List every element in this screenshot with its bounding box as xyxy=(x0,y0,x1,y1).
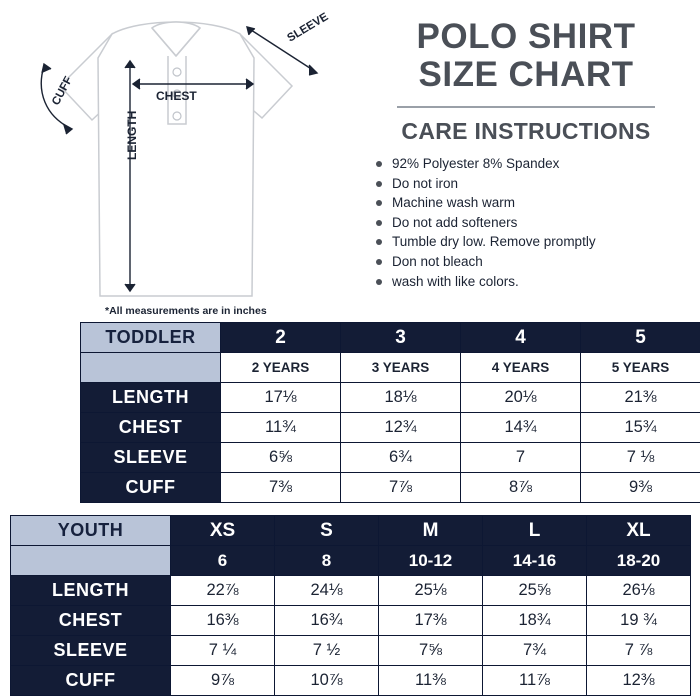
table-row xyxy=(11,516,691,546)
youth-cell: 11⅜ xyxy=(379,666,483,696)
care-instructions-list xyxy=(352,155,700,290)
top-section xyxy=(0,0,700,322)
table-row xyxy=(11,576,691,606)
list-item: Do not add softeners xyxy=(376,214,700,232)
toddler-measure-label: LENGTH xyxy=(81,383,221,413)
youth-cell: 7 ½ xyxy=(275,636,379,666)
youth-cell: 7¾ xyxy=(483,636,587,666)
table-row xyxy=(81,323,700,353)
toddler-cell: 21⅜ xyxy=(581,383,700,413)
youth-size-header: M xyxy=(379,516,483,546)
table-row xyxy=(81,353,700,383)
title-line-2: SIZE CHART xyxy=(418,55,634,94)
youth-age-header: 6 xyxy=(171,546,275,576)
toddler-cell: 15¾ xyxy=(581,413,700,443)
youth-cell: 17⅜ xyxy=(379,606,483,636)
list-item: Tumble dry low. Remove promptly xyxy=(376,233,700,251)
toddler-cell: 7 ⅛ xyxy=(581,443,700,473)
list-item: wash with like colors. xyxy=(376,273,700,291)
youth-cell: 18¾ xyxy=(483,606,587,636)
table-row xyxy=(11,636,691,666)
youth-size-table xyxy=(10,515,691,696)
youth-size-header: L xyxy=(483,516,587,546)
youth-age-header: 18-20 xyxy=(587,546,691,576)
youth-age-header: 10-12 xyxy=(379,546,483,576)
cuff-label: CUFF xyxy=(50,74,76,108)
toddler-cell: 18⅛ xyxy=(341,383,461,413)
youth-cell: 25⅛ xyxy=(379,576,483,606)
toddler-cell: 17⅛ xyxy=(221,383,341,413)
youth-cell: 9⅞ xyxy=(171,666,275,696)
toddler-cell: 9⅜ xyxy=(581,473,700,503)
toddler-cell: 14¾ xyxy=(461,413,581,443)
table-row xyxy=(81,413,700,443)
toddler-measure-label: CUFF xyxy=(81,473,221,503)
measurement-note: *All measurements are in inches xyxy=(105,305,267,317)
youth-age-header: 8 xyxy=(275,546,379,576)
toddler-age-header: 4 YEARS xyxy=(461,353,581,383)
table-row xyxy=(11,546,691,576)
toddler-size-header: 4 xyxy=(461,323,581,353)
table-row xyxy=(81,383,700,413)
youth-cell: 11⅞ xyxy=(483,666,587,696)
toddler-cell: 6⅝ xyxy=(221,443,341,473)
title-line-1: POLO SHIRT xyxy=(416,17,636,56)
youth-cell: 19 ¾ xyxy=(587,606,691,636)
youth-age-row-label xyxy=(11,546,171,576)
youth-measure-label: CUFF xyxy=(11,666,171,696)
polo-shirt-diagram xyxy=(0,0,352,322)
youth-cell: 24⅛ xyxy=(275,576,379,606)
youth-table-label: YOUTH xyxy=(11,516,171,546)
toddler-age-row-label xyxy=(81,353,221,383)
toddler-size-header: 3 xyxy=(341,323,461,353)
youth-cell: 7⅝ xyxy=(379,636,483,666)
toddler-size-table xyxy=(80,322,700,503)
youth-cell: 7 ¼ xyxy=(171,636,275,666)
list-item: Machine wash warm xyxy=(376,194,700,212)
youth-cell: 25⅝ xyxy=(483,576,587,606)
toddler-cell: 6¾ xyxy=(341,443,461,473)
chest-label: CHEST xyxy=(156,89,197,103)
youth-measure-label: SLEEVE xyxy=(11,636,171,666)
shirt-diagram-panel xyxy=(0,0,352,322)
youth-cell: 7 ⅞ xyxy=(587,636,691,666)
youth-cell: 22⅞ xyxy=(171,576,275,606)
title-divider xyxy=(397,106,655,108)
table-row xyxy=(81,443,700,473)
toddler-cell: 7⅞ xyxy=(341,473,461,503)
toddler-age-header: 3 YEARS xyxy=(341,353,461,383)
toddler-age-header: 5 YEARS xyxy=(581,353,700,383)
toddler-size-header: 2 xyxy=(221,323,341,353)
care-instructions-heading: CARE INSTRUCTIONS xyxy=(401,118,651,144)
youth-age-header: 14-16 xyxy=(483,546,587,576)
youth-size-header: XS xyxy=(171,516,275,546)
youth-measure-label: CHEST xyxy=(11,606,171,636)
table-row xyxy=(81,473,700,503)
list-item: Don not bleach xyxy=(376,253,700,271)
toddler-size-header: 5 xyxy=(581,323,700,353)
toddler-cell: 12¾ xyxy=(341,413,461,443)
toddler-cell: 7⅜ xyxy=(221,473,341,503)
toddler-measure-label: CHEST xyxy=(81,413,221,443)
toddler-cell: 8⅞ xyxy=(461,473,581,503)
toddler-age-header: 2 YEARS xyxy=(221,353,341,383)
youth-cell: 10⅞ xyxy=(275,666,379,696)
sleeve-label: SLEEVE xyxy=(285,10,331,45)
list-item: 92% Polyester 8% Spandex xyxy=(376,155,700,173)
youth-cell: 16¾ xyxy=(275,606,379,636)
toddler-measure-label: SLEEVE xyxy=(81,443,221,473)
table-row xyxy=(11,606,691,636)
page-title xyxy=(352,18,700,94)
youth-cell: 26⅛ xyxy=(587,576,691,606)
toddler-cell: 11¾ xyxy=(221,413,341,443)
length-label: LENGTH xyxy=(125,110,139,160)
info-panel xyxy=(352,0,700,322)
youth-size-header: S xyxy=(275,516,379,546)
youth-measure-label: LENGTH xyxy=(11,576,171,606)
list-item: Do not iron xyxy=(376,175,700,193)
youth-size-header: XL xyxy=(587,516,691,546)
table-row xyxy=(11,666,691,696)
toddler-table-label: TODDLER xyxy=(81,323,221,353)
youth-cell: 12⅜ xyxy=(587,666,691,696)
youth-cell: 16⅜ xyxy=(171,606,275,636)
toddler-cell: 20⅛ xyxy=(461,383,581,413)
toddler-cell: 7 xyxy=(461,443,581,473)
